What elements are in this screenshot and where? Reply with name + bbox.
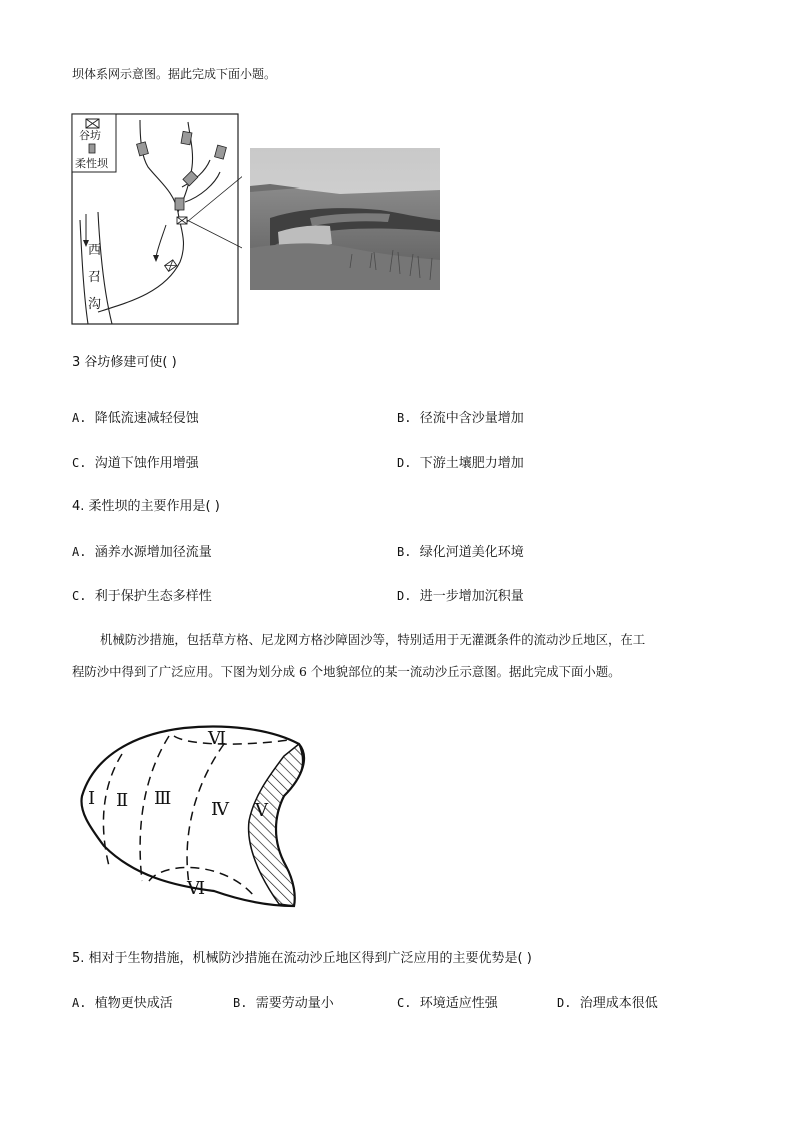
dune-label-2: Ⅱ	[116, 790, 129, 811]
intro-line: 坝体系网示意图。据此完成下面小题。	[72, 67, 277, 81]
q4-option-d[interactable]: D. 进一步增加沉积量	[397, 589, 524, 604]
river-label-char-3: 沟	[88, 297, 102, 312]
passage-line-1: 机械防沙措施，包括草方格、尼龙网方格沙障固沙等，特别适用于无灌溉条件的流动沙丘地区，在工	[100, 632, 646, 647]
dune-label-6-top: Ⅵ	[208, 728, 227, 749]
q3-stem: 3 谷坊修建可使( )	[72, 355, 177, 370]
dune-label-5: Ⅴ	[255, 800, 268, 821]
q4-stem: 4. 柔性坝的主要作用是( )	[72, 499, 220, 514]
flexible-dam-legend-icon	[89, 144, 95, 153]
gully-photo	[250, 148, 440, 290]
legend-flexible-dam-label: 柔性坝	[75, 157, 108, 170]
q4-option-a[interactable]: A. 涵养水源增加径流量	[72, 545, 212, 560]
legend-valley-dam-label: 谷坊	[79, 129, 101, 142]
river-label-char-1: 西	[88, 243, 102, 258]
q4-option-c[interactable]: C. 利于保护生态多样性	[72, 589, 212, 604]
q3-option-d[interactable]: D. 下游土壤肥力增加	[397, 456, 524, 471]
dune-label-6-bottom: Ⅵ	[187, 878, 206, 899]
q5-option-b[interactable]: B. 需要劳动量小	[233, 996, 334, 1011]
q5-option-d[interactable]: D. 治理成本很低	[557, 996, 658, 1011]
q5-option-a[interactable]: A. 植物更快成活	[72, 996, 173, 1011]
q4-option-b[interactable]: B. 绿化河道美化环境	[397, 545, 524, 560]
valley-dam-legend-icon	[86, 119, 99, 128]
dune-label-3: Ⅲ	[154, 788, 172, 809]
passage-line-2: 程防沙中得到了广泛应用。下图为划分成 6 个地貌部位的某一流动沙丘示意图。据此完成下面小题。	[72, 664, 621, 679]
dam-system-map	[70, 112, 242, 328]
q3-option-c[interactable]: C. 沟道下蚀作用增强	[72, 456, 199, 471]
q3-option-a[interactable]: A. 降低流速减轻侵蚀	[72, 411, 199, 426]
q3-option-b[interactable]: B. 径流中含沙量增加	[397, 411, 524, 426]
q5-stem: 5. 相对于生物措施，机械防沙措施在流动沙丘地区得到广泛应用的主要优势是( )	[72, 951, 532, 966]
dune-diagram	[74, 716, 334, 916]
q5-option-c[interactable]: C. 环境适应性强	[397, 996, 498, 1011]
dune-label-1: Ⅰ	[88, 788, 96, 809]
river-label-char-2: 召	[88, 270, 102, 285]
dune-label-4: Ⅳ	[211, 799, 229, 820]
